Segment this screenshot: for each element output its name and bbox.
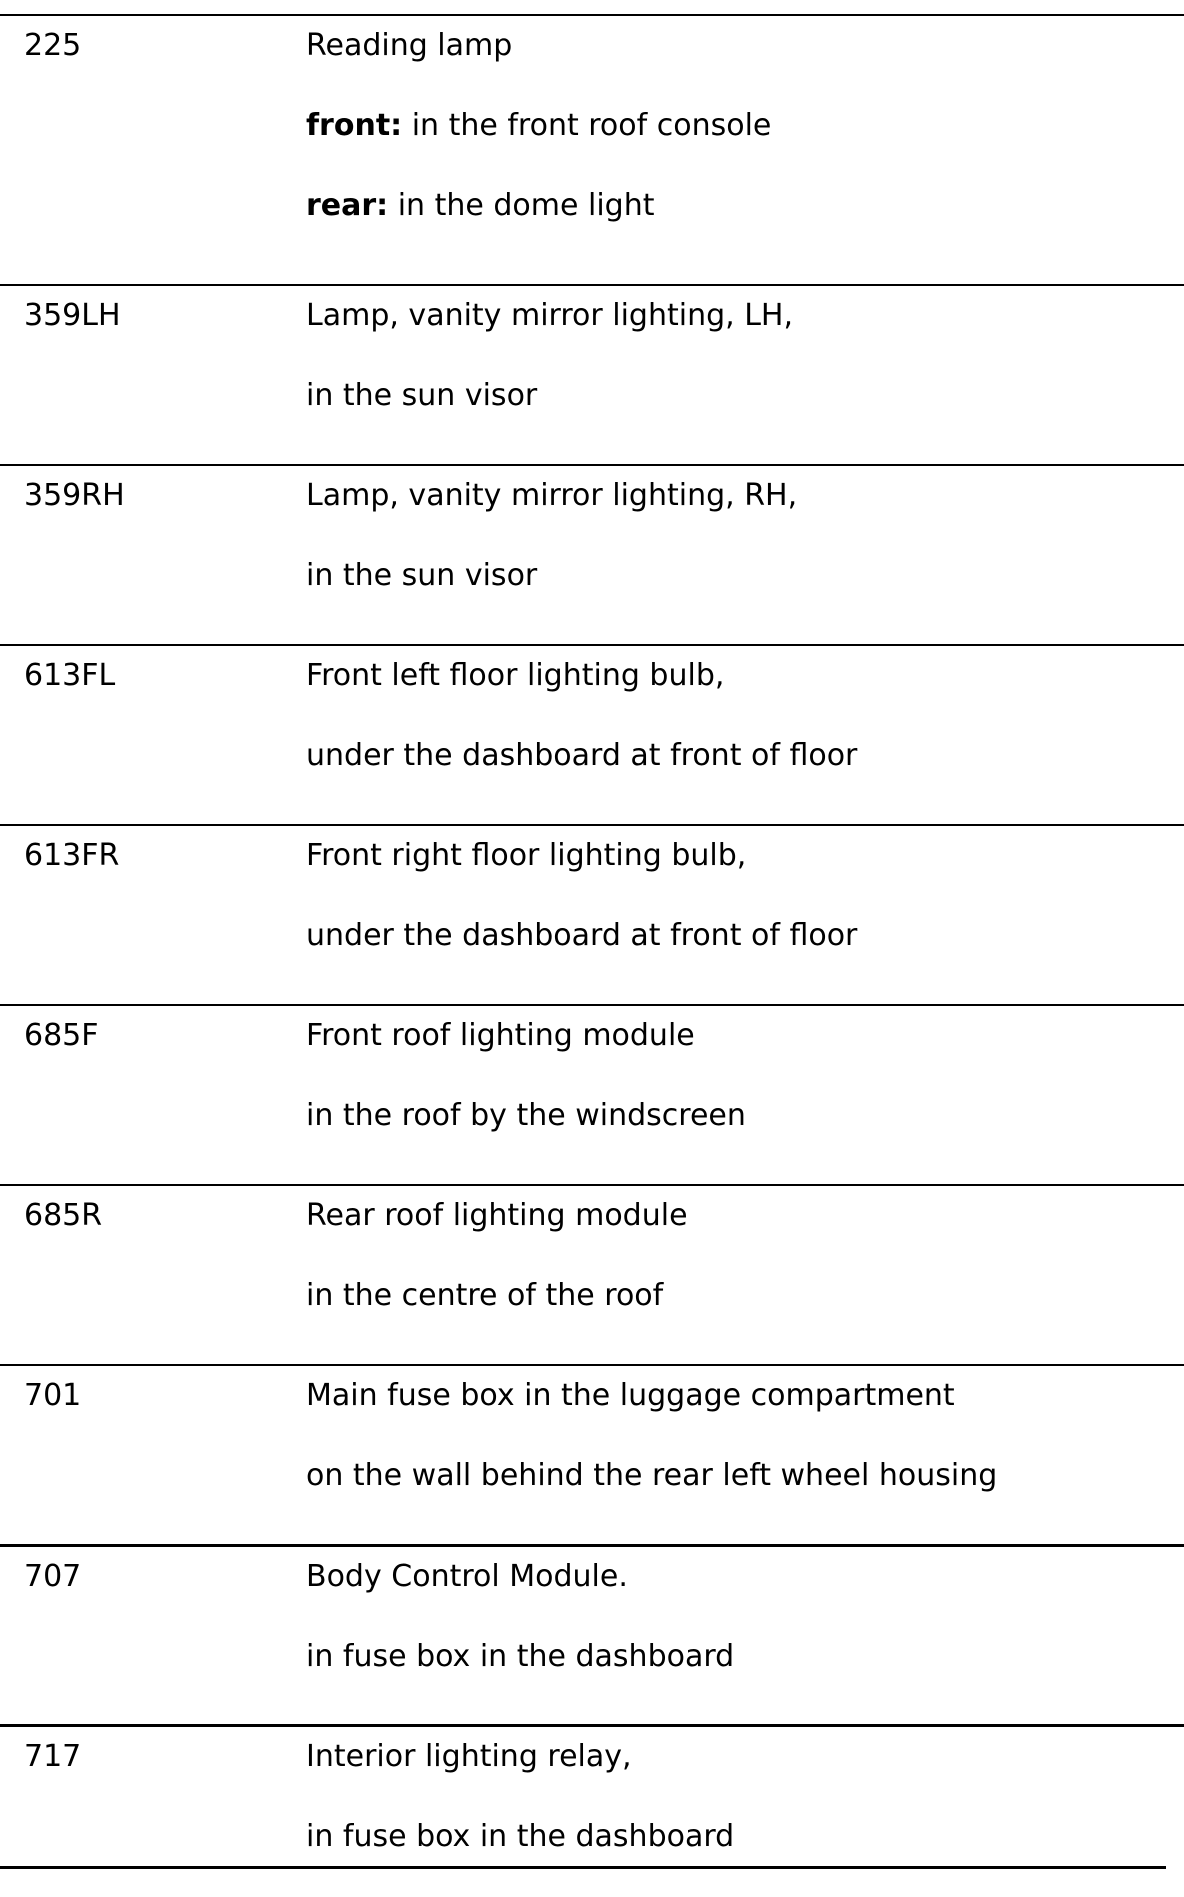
description-text: in fuse box in the dashboard [306,1639,735,1674]
description-text: Interior lighting relay, [306,1739,632,1774]
description-line [306,656,1166,696]
component-code: 701 [24,1378,82,1413]
description-line [306,1376,1166,1416]
description-line [306,916,1166,956]
component-description [306,656,1166,816]
location-label: front: [306,108,403,143]
table-row [0,1184,1184,1366]
table-row [0,1544,1184,1727]
description-line [306,476,1166,516]
component-code: 685R [24,1198,103,1233]
component-code: 707 [24,1559,82,1594]
description-text: in the sun visor [306,378,538,413]
component-description [306,1557,1166,1717]
description-line [306,1737,1166,1777]
component-code: 717 [24,1739,82,1774]
description-text: Rear roof lighting module [306,1198,688,1233]
description-line [306,1096,1166,1136]
table-row [0,1004,1184,1186]
table-row [0,284,1184,466]
description-line [306,1016,1166,1056]
description-text: Main fuse box in the luggage compartment [306,1378,955,1413]
description-line [306,1276,1166,1316]
description-text: Body Control Module. [306,1559,628,1594]
description-line [306,106,1166,146]
component-code: 685F [24,1018,99,1053]
description-line [306,736,1166,776]
description-line [306,1817,1166,1857]
table-row [0,14,1184,286]
component-description [306,296,1166,456]
description-text: under the dashboard at front of floor [306,738,858,773]
component-description [306,836,1166,996]
description-text: under the dashboard at front of floor [306,918,858,953]
description-text: in fuse box in the dashboard [306,1819,735,1854]
description-line [306,836,1166,876]
component-description [306,1376,1166,1536]
component-description [306,1196,1166,1356]
description-line [306,376,1166,416]
description-line [306,296,1166,336]
description-line [306,186,1166,226]
description-line [306,26,1166,66]
component-code: 613FL [24,658,116,693]
description-text: Front roof lighting module [306,1018,695,1053]
table-row [0,1724,1184,1869]
table-row [0,464,1184,646]
component-code: 359RH [24,478,125,513]
description-line [306,556,1166,596]
description-text: in the dome light [388,188,655,223]
description-line [306,1196,1166,1236]
description-text: in the front roof console [402,108,772,143]
component-description [306,476,1166,636]
description-line [306,1557,1166,1597]
description-text: in the sun visor [306,558,538,593]
location-label: rear: [306,188,389,223]
component-code: 613FR [24,838,120,873]
description-text: Front right floor lighting bulb, [306,838,747,873]
description-line [306,1456,1166,1496]
description-text: Lamp, vanity mirror lighting, RH, [306,478,798,513]
component-description [306,1016,1166,1176]
description-text: in the roof by the windscreen [306,1098,746,1133]
component-code: 225 [24,28,82,63]
component-description [306,1737,1166,1897]
description-text: Front left floor lighting bulb, [306,658,725,693]
description-text: Reading lamp [306,28,513,63]
component-code: 359LH [24,298,121,333]
table-row [0,1364,1184,1546]
table-row [0,644,1184,826]
description-text: Lamp, vanity mirror lighting, LH, [306,298,794,333]
description-text: in the centre of the roof [306,1278,664,1313]
description-line [306,1637,1166,1677]
table-bottom-rule [0,1866,1166,1869]
component-description [306,26,1166,266]
table-row [0,824,1184,1006]
description-text: on the wall behind the rear left wheel housing [306,1458,998,1493]
